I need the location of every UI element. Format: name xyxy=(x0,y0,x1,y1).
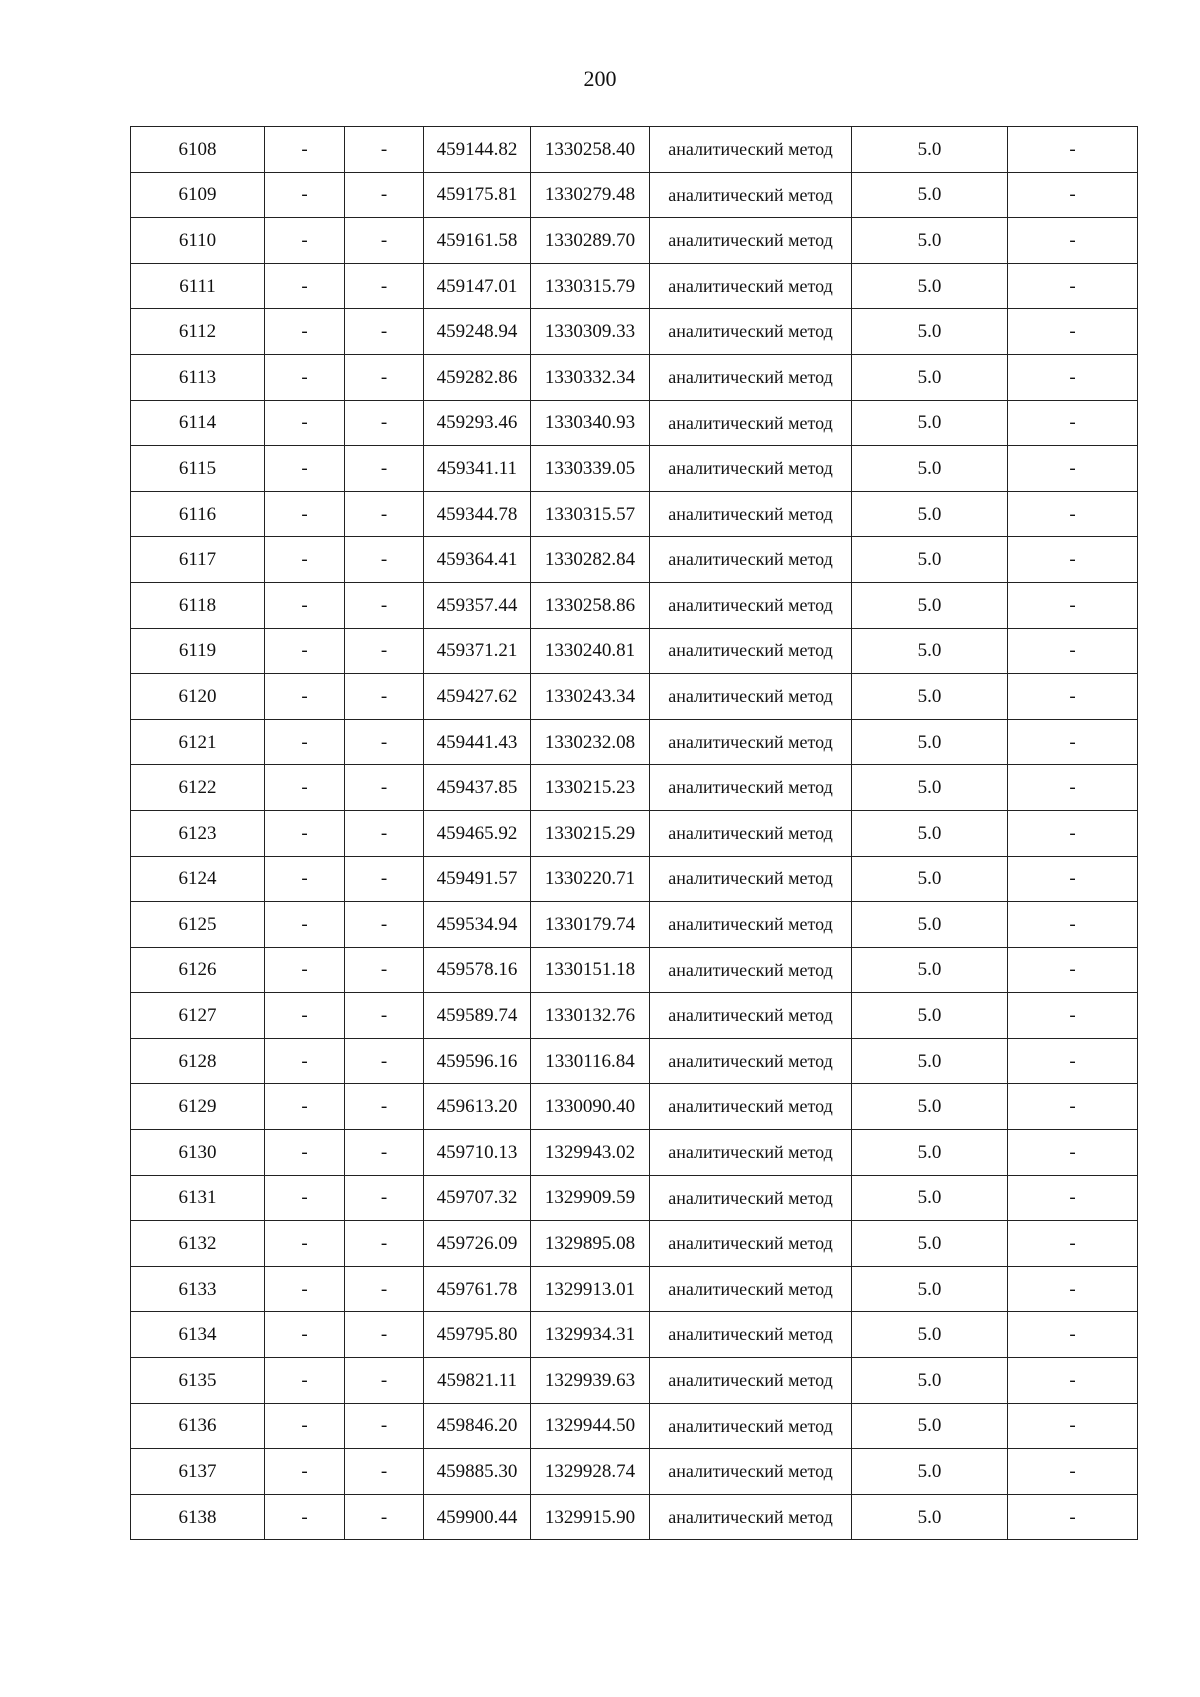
table-row xyxy=(131,1494,1138,1540)
note-cell: - xyxy=(1008,993,1138,1039)
y-coordinate-cell: 1330258.40 xyxy=(531,127,650,173)
y-coordinate-cell: 1330340.93 xyxy=(531,400,650,446)
table-row xyxy=(131,172,1138,218)
point-id-cell: 6125 xyxy=(131,902,265,948)
table-row xyxy=(131,947,1138,993)
point-id-cell: 6117 xyxy=(131,537,265,583)
point-id-cell: 6126 xyxy=(131,947,265,993)
y-coordinate-cell: 1329943.02 xyxy=(531,1130,650,1176)
accuracy-cell: 5.0 xyxy=(852,674,1008,720)
method-cell: аналитический метод xyxy=(650,582,852,628)
note-cell: - xyxy=(1008,856,1138,902)
point-id-cell: 6134 xyxy=(131,1312,265,1358)
method-cell: аналитический метод xyxy=(650,446,852,492)
point-id-cell: 6124 xyxy=(131,856,265,902)
dash-cell: - xyxy=(345,902,424,948)
x-coordinate-cell: 459144.82 xyxy=(424,127,531,173)
note-cell: - xyxy=(1008,537,1138,583)
accuracy-cell: 5.0 xyxy=(852,628,1008,674)
y-coordinate-cell: 1329939.63 xyxy=(531,1358,650,1404)
point-id-cell: 6121 xyxy=(131,719,265,765)
note-cell: - xyxy=(1008,947,1138,993)
y-coordinate-cell: 1330215.23 xyxy=(531,765,650,811)
y-coordinate-cell: 1329934.31 xyxy=(531,1312,650,1358)
note-cell: - xyxy=(1008,674,1138,720)
table-row xyxy=(131,993,1138,1039)
x-coordinate-cell: 459885.30 xyxy=(424,1449,531,1495)
method-cell: аналитический метод xyxy=(650,1084,852,1130)
y-coordinate-cell: 1329909.59 xyxy=(531,1175,650,1221)
table-row xyxy=(131,1449,1138,1495)
dash-cell: - xyxy=(265,1130,345,1176)
x-coordinate-cell: 459726.09 xyxy=(424,1221,531,1267)
dash-cell: - xyxy=(265,446,345,492)
note-cell: - xyxy=(1008,1312,1138,1358)
accuracy-cell: 5.0 xyxy=(852,1130,1008,1176)
y-coordinate-cell: 1330289.70 xyxy=(531,218,650,264)
dash-cell: - xyxy=(345,1449,424,1495)
point-id-cell: 6118 xyxy=(131,582,265,628)
note-cell: - xyxy=(1008,902,1138,948)
y-coordinate-cell: 1330258.86 xyxy=(531,582,650,628)
y-coordinate-cell: 1330279.48 xyxy=(531,172,650,218)
method-cell: аналитический метод xyxy=(650,354,852,400)
dash-cell: - xyxy=(345,1084,424,1130)
table-row xyxy=(131,400,1138,446)
y-coordinate-cell: 1330243.34 xyxy=(531,674,650,720)
x-coordinate-cell: 459248.94 xyxy=(424,309,531,355)
note-cell: - xyxy=(1008,719,1138,765)
method-cell: аналитический метод xyxy=(650,1038,852,1084)
table-row xyxy=(131,1266,1138,1312)
dash-cell: - xyxy=(265,902,345,948)
method-cell: аналитический метод xyxy=(650,218,852,264)
dash-cell: - xyxy=(265,1403,345,1449)
table-row xyxy=(131,263,1138,309)
accuracy-cell: 5.0 xyxy=(852,172,1008,218)
note-cell: - xyxy=(1008,1358,1138,1404)
dash-cell: - xyxy=(345,1403,424,1449)
dash-cell: - xyxy=(345,400,424,446)
accuracy-cell: 5.0 xyxy=(852,1358,1008,1404)
x-coordinate-cell: 459589.74 xyxy=(424,993,531,1039)
coordinates-table xyxy=(130,126,1138,1540)
table-row xyxy=(131,1403,1138,1449)
x-coordinate-cell: 459846.20 xyxy=(424,1403,531,1449)
accuracy-cell: 5.0 xyxy=(852,537,1008,583)
note-cell: - xyxy=(1008,218,1138,264)
accuracy-cell: 5.0 xyxy=(852,491,1008,537)
method-cell: аналитический метод xyxy=(650,1358,852,1404)
x-coordinate-cell: 459710.13 xyxy=(424,1130,531,1176)
point-id-cell: 6113 xyxy=(131,354,265,400)
dash-cell: - xyxy=(345,1175,424,1221)
x-coordinate-cell: 459491.57 xyxy=(424,856,531,902)
dash-cell: - xyxy=(345,309,424,355)
dash-cell: - xyxy=(265,263,345,309)
accuracy-cell: 5.0 xyxy=(852,1312,1008,1358)
method-cell: аналитический метод xyxy=(650,810,852,856)
x-coordinate-cell: 459344.78 xyxy=(424,491,531,537)
y-coordinate-cell: 1330220.71 xyxy=(531,856,650,902)
note-cell: - xyxy=(1008,491,1138,537)
dash-cell: - xyxy=(345,491,424,537)
method-cell: аналитический метод xyxy=(650,172,852,218)
dash-cell: - xyxy=(265,537,345,583)
accuracy-cell: 5.0 xyxy=(852,309,1008,355)
accuracy-cell: 5.0 xyxy=(852,856,1008,902)
table-row xyxy=(131,1221,1138,1267)
dash-cell: - xyxy=(265,1175,345,1221)
dash-cell: - xyxy=(265,1358,345,1404)
dash-cell: - xyxy=(345,1130,424,1176)
point-id-cell: 6111 xyxy=(131,263,265,309)
x-coordinate-cell: 459821.11 xyxy=(424,1358,531,1404)
note-cell: - xyxy=(1008,1038,1138,1084)
dash-cell: - xyxy=(265,810,345,856)
note-cell: - xyxy=(1008,765,1138,811)
dash-cell: - xyxy=(345,1312,424,1358)
y-coordinate-cell: 1329913.01 xyxy=(531,1266,650,1312)
dash-cell: - xyxy=(345,628,424,674)
table-row xyxy=(131,765,1138,811)
point-id-cell: 6110 xyxy=(131,218,265,264)
dash-cell: - xyxy=(265,218,345,264)
method-cell: аналитический метод xyxy=(650,1312,852,1358)
y-coordinate-cell: 1330315.79 xyxy=(531,263,650,309)
dash-cell: - xyxy=(345,446,424,492)
method-cell: аналитический метод xyxy=(650,127,852,173)
table-row xyxy=(131,1358,1138,1404)
method-cell: аналитический метод xyxy=(650,1130,852,1176)
dash-cell: - xyxy=(345,765,424,811)
dash-cell: - xyxy=(265,674,345,720)
method-cell: аналитический метод xyxy=(650,719,852,765)
dash-cell: - xyxy=(265,1084,345,1130)
x-coordinate-cell: 459465.92 xyxy=(424,810,531,856)
note-cell: - xyxy=(1008,263,1138,309)
note-cell: - xyxy=(1008,309,1138,355)
point-id-cell: 6132 xyxy=(131,1221,265,1267)
accuracy-cell: 5.0 xyxy=(852,993,1008,1039)
accuracy-cell: 5.0 xyxy=(852,810,1008,856)
y-coordinate-cell: 1329944.50 xyxy=(531,1403,650,1449)
accuracy-cell: 5.0 xyxy=(852,1266,1008,1312)
note-cell: - xyxy=(1008,1084,1138,1130)
y-coordinate-cell: 1330116.84 xyxy=(531,1038,650,1084)
y-coordinate-cell: 1330132.76 xyxy=(531,993,650,1039)
method-cell: аналитический метод xyxy=(650,1449,852,1495)
method-cell: аналитический метод xyxy=(650,1175,852,1221)
dash-cell: - xyxy=(265,309,345,355)
point-id-cell: 6122 xyxy=(131,765,265,811)
accuracy-cell: 5.0 xyxy=(852,947,1008,993)
accuracy-cell: 5.0 xyxy=(852,719,1008,765)
method-cell: аналитический метод xyxy=(650,400,852,446)
note-cell: - xyxy=(1008,628,1138,674)
dash-cell: - xyxy=(345,1266,424,1312)
table-row xyxy=(131,1038,1138,1084)
point-id-cell: 6112 xyxy=(131,309,265,355)
table-row xyxy=(131,719,1138,765)
y-coordinate-cell: 1330151.18 xyxy=(531,947,650,993)
method-cell: аналитический метод xyxy=(650,1494,852,1540)
method-cell: аналитический метод xyxy=(650,491,852,537)
dash-cell: - xyxy=(345,218,424,264)
y-coordinate-cell: 1330282.84 xyxy=(531,537,650,583)
table-row xyxy=(131,1312,1138,1358)
table-row xyxy=(131,491,1138,537)
dash-cell: - xyxy=(345,1494,424,1540)
table-row xyxy=(131,1130,1138,1176)
accuracy-cell: 5.0 xyxy=(852,765,1008,811)
y-coordinate-cell: 1330090.40 xyxy=(531,1084,650,1130)
accuracy-cell: 5.0 xyxy=(852,582,1008,628)
table-row xyxy=(131,1084,1138,1130)
dash-cell: - xyxy=(265,491,345,537)
accuracy-cell: 5.0 xyxy=(852,218,1008,264)
x-coordinate-cell: 459357.44 xyxy=(424,582,531,628)
x-coordinate-cell: 459161.58 xyxy=(424,218,531,264)
dash-cell: - xyxy=(345,1358,424,1404)
accuracy-cell: 5.0 xyxy=(852,263,1008,309)
note-cell: - xyxy=(1008,810,1138,856)
x-coordinate-cell: 459371.21 xyxy=(424,628,531,674)
y-coordinate-cell: 1329928.74 xyxy=(531,1449,650,1495)
note-cell: - xyxy=(1008,127,1138,173)
dash-cell: - xyxy=(265,1494,345,1540)
y-coordinate-cell: 1330240.81 xyxy=(531,628,650,674)
method-cell: аналитический метод xyxy=(650,1266,852,1312)
y-coordinate-cell: 1329895.08 xyxy=(531,1221,650,1267)
dash-cell: - xyxy=(265,400,345,446)
dash-cell: - xyxy=(265,765,345,811)
y-coordinate-cell: 1329915.90 xyxy=(531,1494,650,1540)
dash-cell: - xyxy=(265,354,345,400)
table-row xyxy=(131,674,1138,720)
accuracy-cell: 5.0 xyxy=(852,1494,1008,1540)
table-row xyxy=(131,218,1138,264)
accuracy-cell: 5.0 xyxy=(852,1449,1008,1495)
accuracy-cell: 5.0 xyxy=(852,1221,1008,1267)
dash-cell: - xyxy=(345,810,424,856)
x-coordinate-cell: 459364.41 xyxy=(424,537,531,583)
dash-cell: - xyxy=(265,1449,345,1495)
table-row xyxy=(131,537,1138,583)
method-cell: аналитический метод xyxy=(650,765,852,811)
x-coordinate-cell: 459147.01 xyxy=(424,263,531,309)
y-coordinate-cell: 1330315.57 xyxy=(531,491,650,537)
accuracy-cell: 5.0 xyxy=(852,1038,1008,1084)
point-id-cell: 6109 xyxy=(131,172,265,218)
table-row xyxy=(131,582,1138,628)
note-cell: - xyxy=(1008,400,1138,446)
x-coordinate-cell: 459900.44 xyxy=(424,1494,531,1540)
point-id-cell: 6133 xyxy=(131,1266,265,1312)
table-row xyxy=(131,628,1138,674)
point-id-cell: 6136 xyxy=(131,1403,265,1449)
note-cell: - xyxy=(1008,1130,1138,1176)
x-coordinate-cell: 459613.20 xyxy=(424,1084,531,1130)
y-coordinate-cell: 1330332.34 xyxy=(531,354,650,400)
x-coordinate-cell: 459282.86 xyxy=(424,354,531,400)
x-coordinate-cell: 459795.80 xyxy=(424,1312,531,1358)
dash-cell: - xyxy=(345,719,424,765)
x-coordinate-cell: 459596.16 xyxy=(424,1038,531,1084)
accuracy-cell: 5.0 xyxy=(852,1084,1008,1130)
x-coordinate-cell: 459175.81 xyxy=(424,172,531,218)
y-coordinate-cell: 1330309.33 xyxy=(531,309,650,355)
accuracy-cell: 5.0 xyxy=(852,1175,1008,1221)
method-cell: аналитический метод xyxy=(650,993,852,1039)
point-id-cell: 6119 xyxy=(131,628,265,674)
point-id-cell: 6138 xyxy=(131,1494,265,1540)
dash-cell: - xyxy=(345,172,424,218)
x-coordinate-cell: 459761.78 xyxy=(424,1266,531,1312)
note-cell: - xyxy=(1008,172,1138,218)
dash-cell: - xyxy=(265,719,345,765)
note-cell: - xyxy=(1008,1221,1138,1267)
dash-cell: - xyxy=(345,1038,424,1084)
table-row xyxy=(131,354,1138,400)
method-cell: аналитический метод xyxy=(650,309,852,355)
accuracy-cell: 5.0 xyxy=(852,354,1008,400)
dash-cell: - xyxy=(265,947,345,993)
dash-cell: - xyxy=(345,947,424,993)
method-cell: аналитический метод xyxy=(650,947,852,993)
table-row xyxy=(131,1175,1138,1221)
dash-cell: - xyxy=(265,582,345,628)
accuracy-cell: 5.0 xyxy=(852,902,1008,948)
note-cell: - xyxy=(1008,1175,1138,1221)
x-coordinate-cell: 459293.46 xyxy=(424,400,531,446)
dash-cell: - xyxy=(345,1221,424,1267)
y-coordinate-cell: 1330232.08 xyxy=(531,719,650,765)
x-coordinate-cell: 459341.11 xyxy=(424,446,531,492)
point-id-cell: 6115 xyxy=(131,446,265,492)
dash-cell: - xyxy=(265,993,345,1039)
note-cell: - xyxy=(1008,354,1138,400)
point-id-cell: 6130 xyxy=(131,1130,265,1176)
x-coordinate-cell: 459437.85 xyxy=(424,765,531,811)
accuracy-cell: 5.0 xyxy=(852,127,1008,173)
table-row xyxy=(131,127,1138,173)
dash-cell: - xyxy=(345,856,424,902)
dash-cell: - xyxy=(345,263,424,309)
point-id-cell: 6137 xyxy=(131,1449,265,1495)
page-number: 200 xyxy=(583,66,617,91)
point-id-cell: 6135 xyxy=(131,1358,265,1404)
note-cell: - xyxy=(1008,582,1138,628)
method-cell: аналитический метод xyxy=(650,856,852,902)
dash-cell: - xyxy=(265,1038,345,1084)
point-id-cell: 6127 xyxy=(131,993,265,1039)
table-row xyxy=(131,810,1138,856)
y-coordinate-cell: 1330215.29 xyxy=(531,810,650,856)
point-id-cell: 6131 xyxy=(131,1175,265,1221)
point-id-cell: 6114 xyxy=(131,400,265,446)
dash-cell: - xyxy=(345,993,424,1039)
dash-cell: - xyxy=(345,582,424,628)
y-coordinate-cell: 1330339.05 xyxy=(531,446,650,492)
y-coordinate-cell: 1330179.74 xyxy=(531,902,650,948)
method-cell: аналитический метод xyxy=(650,628,852,674)
method-cell: аналитический метод xyxy=(650,1221,852,1267)
dash-cell: - xyxy=(345,674,424,720)
method-cell: аналитический метод xyxy=(650,674,852,720)
dash-cell: - xyxy=(345,127,424,173)
dash-cell: - xyxy=(345,354,424,400)
dash-cell: - xyxy=(265,1221,345,1267)
dash-cell: - xyxy=(345,537,424,583)
x-coordinate-cell: 459441.43 xyxy=(424,719,531,765)
x-coordinate-cell: 459707.32 xyxy=(424,1175,531,1221)
dash-cell: - xyxy=(265,172,345,218)
dash-cell: - xyxy=(265,1266,345,1312)
table-row xyxy=(131,902,1138,948)
method-cell: аналитический метод xyxy=(650,1403,852,1449)
note-cell: - xyxy=(1008,1266,1138,1312)
x-coordinate-cell: 459578.16 xyxy=(424,947,531,993)
point-id-cell: 6128 xyxy=(131,1038,265,1084)
method-cell: аналитический метод xyxy=(650,263,852,309)
point-id-cell: 6116 xyxy=(131,491,265,537)
method-cell: аналитический метод xyxy=(650,537,852,583)
note-cell: - xyxy=(1008,1494,1138,1540)
dash-cell: - xyxy=(265,127,345,173)
dash-cell: - xyxy=(265,628,345,674)
table-row xyxy=(131,856,1138,902)
note-cell: - xyxy=(1008,446,1138,492)
note-cell: - xyxy=(1008,1403,1138,1449)
accuracy-cell: 5.0 xyxy=(852,400,1008,446)
point-id-cell: 6120 xyxy=(131,674,265,720)
accuracy-cell: 5.0 xyxy=(852,1403,1008,1449)
point-id-cell: 6123 xyxy=(131,810,265,856)
accuracy-cell: 5.0 xyxy=(852,446,1008,492)
dash-cell: - xyxy=(265,1312,345,1358)
dash-cell: - xyxy=(265,856,345,902)
table-row xyxy=(131,446,1138,492)
table-row xyxy=(131,309,1138,355)
x-coordinate-cell: 459427.62 xyxy=(424,674,531,720)
method-cell: аналитический метод xyxy=(650,902,852,948)
point-id-cell: 6129 xyxy=(131,1084,265,1130)
note-cell: - xyxy=(1008,1449,1138,1495)
point-id-cell: 6108 xyxy=(131,127,265,173)
x-coordinate-cell: 459534.94 xyxy=(424,902,531,948)
